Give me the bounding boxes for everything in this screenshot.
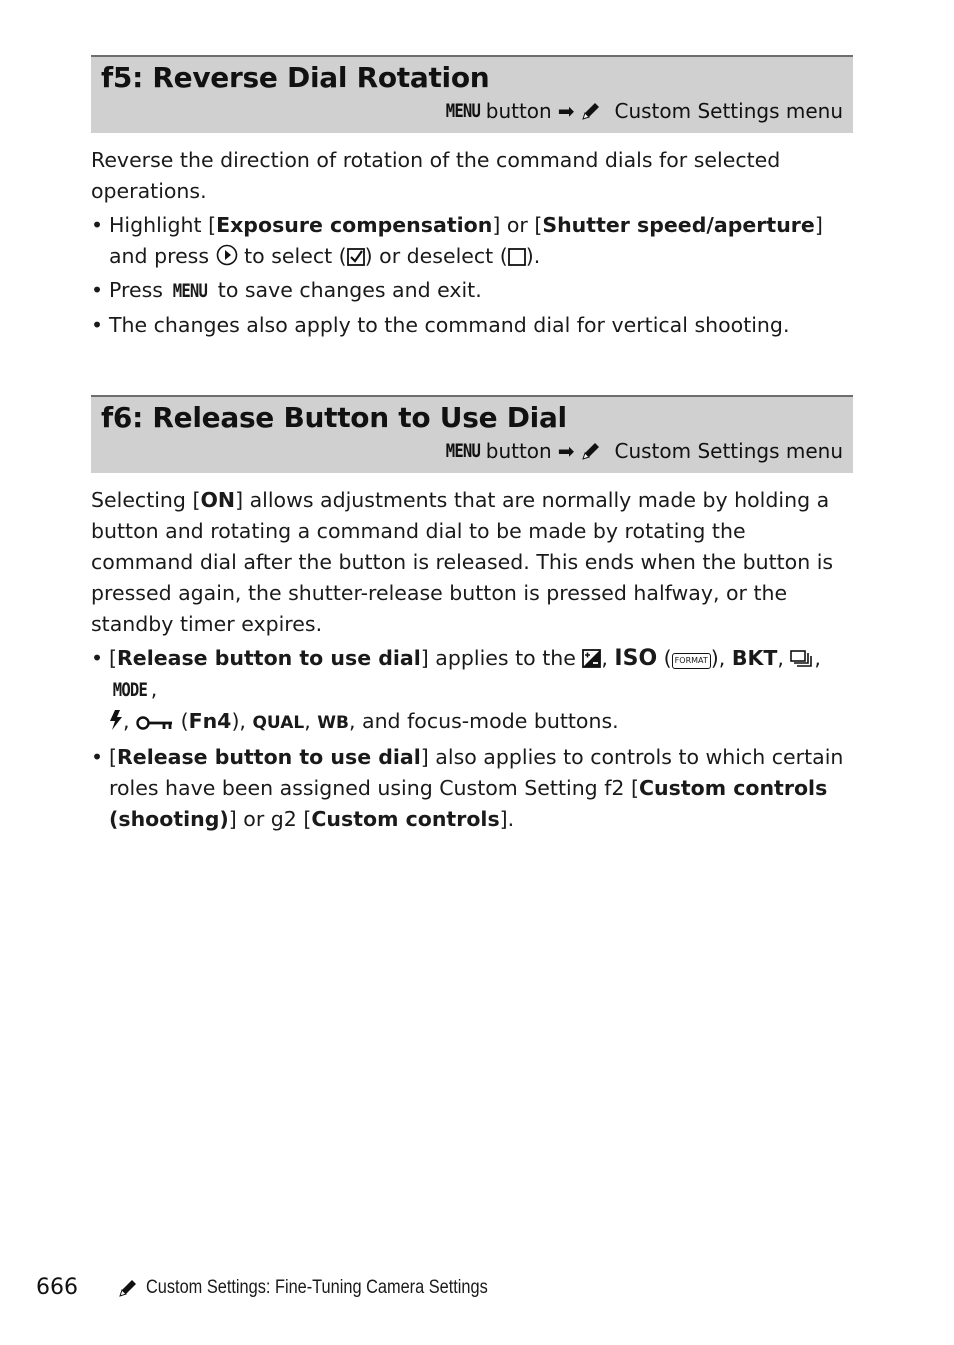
fn4-button-label: Fn4 <box>188 709 232 733</box>
release-mode-icon <box>790 648 814 668</box>
menu-name: Custom Settings menu <box>614 439 843 463</box>
list-item: • The changes also apply to the command dial for vertical shooting. <box>91 310 853 341</box>
section-header <box>91 395 853 473</box>
qual-button-label: QUAL <box>252 713 305 733</box>
page-footer <box>36 1275 543 1300</box>
menu-name: Custom Settings menu <box>614 99 843 123</box>
bkt-button-label: BKT <box>731 646 778 670</box>
checkbox-empty-icon <box>508 248 526 266</box>
iso-button-label: ISO <box>614 646 658 671</box>
multi-selector-right-icon <box>216 244 238 266</box>
mode-button-label: MODE <box>112 679 148 701</box>
section-title: f6: Release Button to Use Dial <box>101 401 567 434</box>
menu-button-label: MENU <box>173 280 208 302</box>
section-f6 <box>91 395 853 835</box>
menu-button-label: MENU <box>445 100 480 122</box>
format-icon: FORMAT <box>672 653 711 669</box>
button-word: button <box>485 439 552 463</box>
exposure-compensation-icon <box>582 649 601 668</box>
button-word: button <box>485 99 552 123</box>
section-body <box>91 485 853 835</box>
intro-text: Reverse the direction of rotation of the command dials for selected operations. <box>91 148 781 203</box>
menu-button-label: MENU <box>445 440 480 462</box>
intro-text: Selecting [ON] allows adjustments that are normally made by holding a button and rotating a command dial to be made by rotating the command dial after the button is released. This ends when the button is pressed again, the shutter-release button is pressed halfway, or the standby timer expires. <box>91 488 834 636</box>
arrow-right-icon: ➡ <box>557 439 575 463</box>
list-item: • Highlight [Exposure compensation] or [Shutter speed/aperture] and press to select ( ) or deselect ( ). <box>91 210 853 272</box>
lock-key-icon <box>136 715 174 731</box>
page-number: 666 <box>36 1275 78 1300</box>
pencil-icon <box>116 1277 140 1299</box>
section-title: f5: Reverse Dial Rotation <box>101 61 490 94</box>
section-header <box>91 55 853 133</box>
pencil-icon <box>580 100 602 122</box>
list-item: • Press MENU to save changes and exit. <box>91 275 853 307</box>
arrow-right-icon: ➡ <box>557 99 575 123</box>
section-body <box>91 145 853 341</box>
pencil-icon <box>580 440 602 462</box>
chapter-title: Custom Settings: Fine-Tuning Camera Settings <box>146 1276 488 1298</box>
section-f5 <box>91 55 853 341</box>
list-item: • [Release button to use dial] also applies to controls to which certain roles have been assigned using Custom Setting f2 [Custom controls (shooting)] or g2 [Custom controls]. <box>91 742 853 835</box>
breadcrumb <box>442 99 843 123</box>
list-item: • [Release button to use dial] applies to the , ISO ( FORMAT ), BKT, , MODE , , (Fn4), QUAL, WB, and focus-mode buttons. <box>91 643 853 739</box>
breadcrumb <box>442 439 843 463</box>
checkbox-checked-icon <box>347 248 365 266</box>
wb-button-label: WB <box>317 713 349 733</box>
flash-icon <box>109 709 123 731</box>
